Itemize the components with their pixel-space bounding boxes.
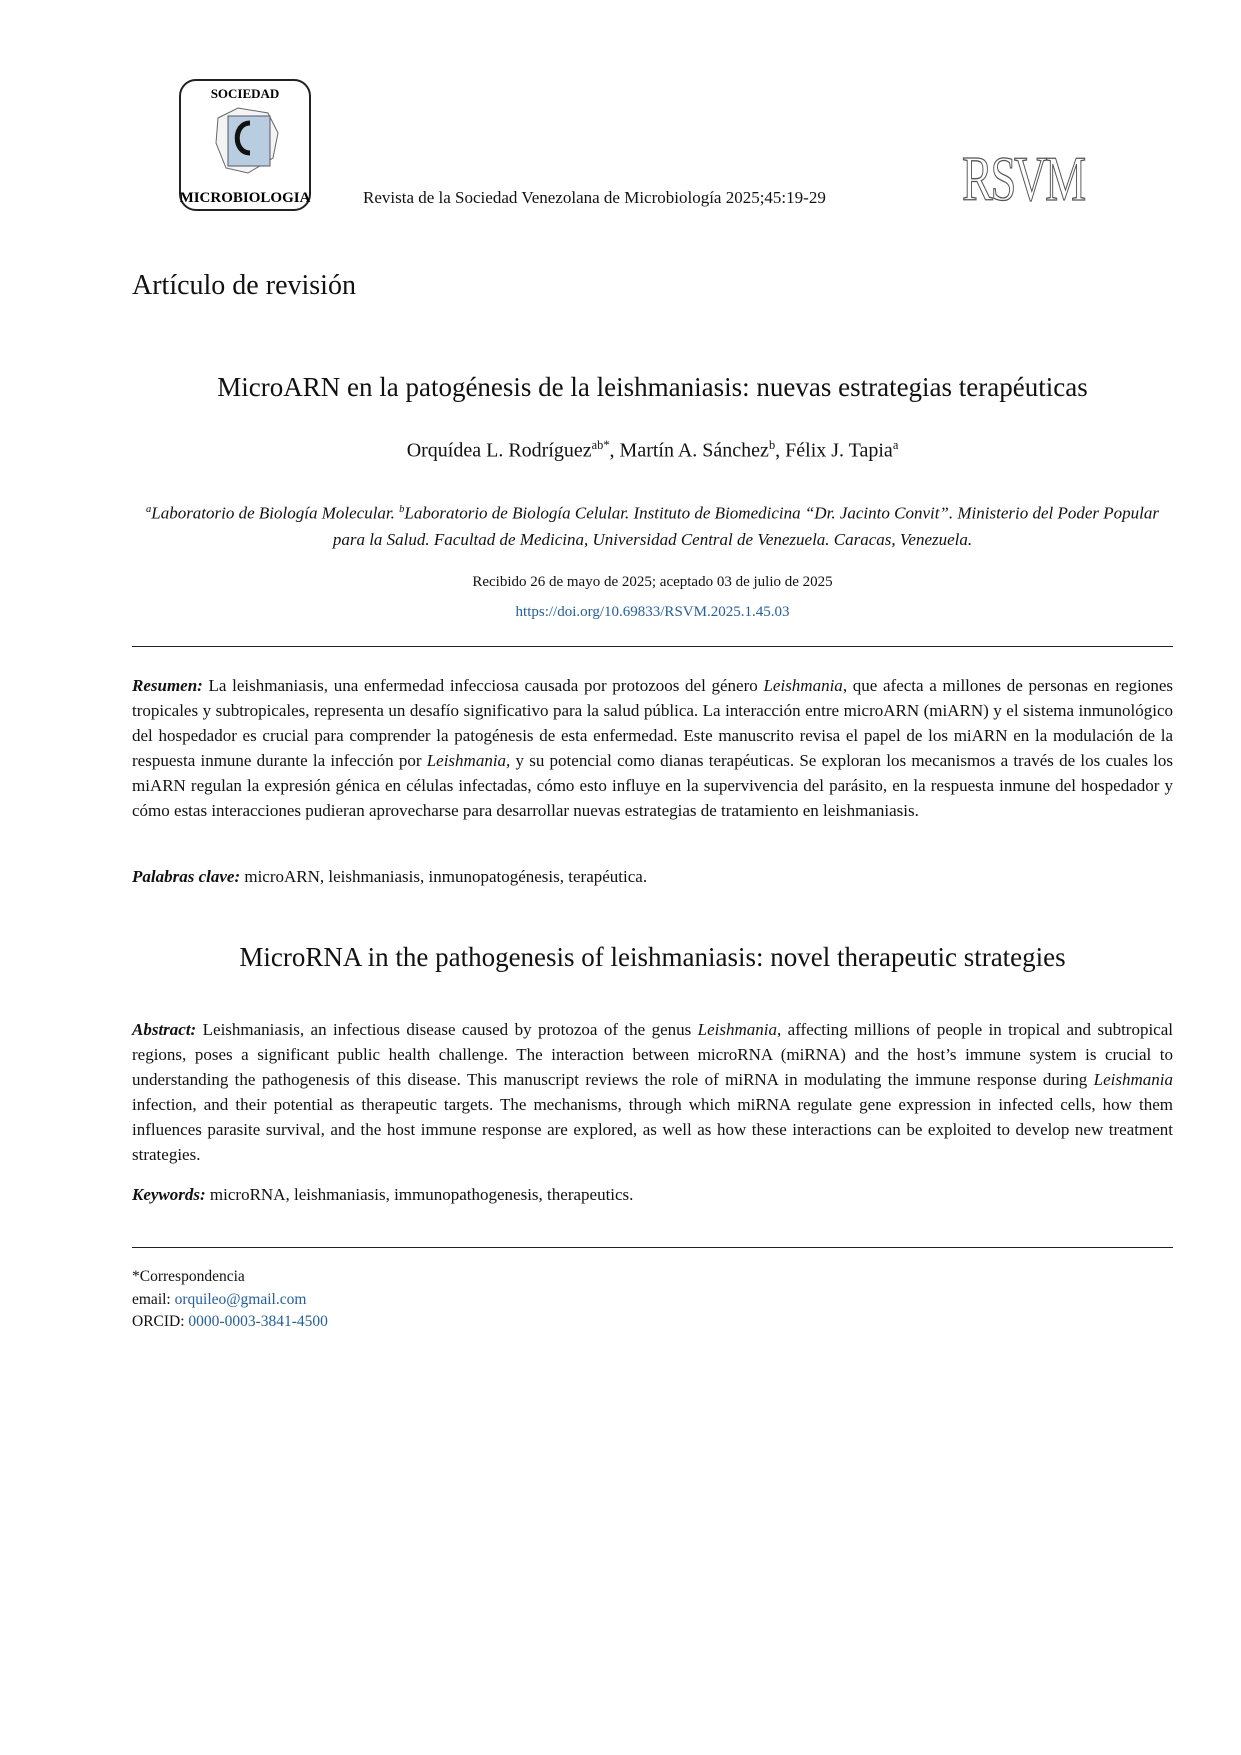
- affil-sup: b: [399, 504, 405, 515]
- keywords-label: Palabras clave:: [132, 867, 241, 886]
- text: y su potencial como dianas terapéuticas. Se exploran los mecanismos a través de los cuales los miARN regulan la expresión génica en células infectadas, cómo esto influye en la supervivencia del parásito, en la respuesta inmune del hospedador y cómo estas interacciones pudieran aprovecharse para desarrollar nuevas estrategias de tratamiento en leishmaniasis.: [132, 751, 1173, 820]
- journal-citation: Revista de la Sociedad Venezolana de Microbiología 2025;45:19-29: [363, 188, 826, 207]
- author: Martín A. Sánchez: [619, 439, 769, 462]
- resumen-label: Resumen:: [132, 676, 203, 695]
- author-sup: ab*: [591, 438, 610, 452]
- divider: [132, 1247, 1173, 1248]
- email-label: email:: [132, 1290, 175, 1308]
- author: Orquídea L. Rodríguez: [406, 439, 592, 462]
- svg-text:MICROBIOLOGIA: MICROBIOLOGIA: [179, 190, 311, 206]
- affil-a: Laboratorio de Biología Molecular.: [151, 503, 400, 523]
- text: Leishmania: [763, 676, 843, 695]
- author-sup: b: [768, 438, 776, 452]
- correspondence-label: *Correspondencia: [132, 1268, 245, 1285]
- text: Leishmania,: [426, 751, 511, 770]
- text: , affecting millions of people in tropical and subtropical regions, poses a significant public health challenge. The interaction between microRNA (miRNA) and the host’s immune system is crucial to understanding the pathogenesis of this disease. This manuscript reviews the role of miRNA in modulating the immune response during: [132, 1020, 1173, 1089]
- keywords-label: Keywords:: [132, 1185, 206, 1204]
- text: Leishmaniasis, an infectious disease caused by protozoa of the genus: [196, 1020, 698, 1039]
- journal-logo: [178, 78, 312, 212]
- doi-link[interactable]: https://doi.org/10.69833/RSVM.2025.1.45.03: [515, 604, 790, 620]
- resumen: [132, 673, 1173, 823]
- title-spanish: MicroARN en la patogénesis de la leishmaniasis: nuevas estrategias terapéuticas: [217, 372, 1088, 402]
- author: Félix J. Tapia: [785, 439, 893, 462]
- orcid-line: [132, 1311, 328, 1334]
- text: Leishmania: [1093, 1070, 1173, 1089]
- affiliations: [140, 497, 1165, 553]
- divider: [132, 646, 1173, 647]
- text: infection, and their potential as therapeutic targets. The mechanisms, through which miRNA regulate gene expression in infected cells, how them influences parasite survival, and the host immune response are explored, as well as how these interactions can be exploited to develop new treatment strategies.: [132, 1095, 1173, 1164]
- affil-sup: a: [145, 504, 152, 515]
- text: Leishmania: [697, 1020, 777, 1039]
- affil-b: Laboratorio de Biología Celular. Instituto de Biomedicina “Dr. Jacinto Convit”. Ministerio del Poder Popular para la Salud. Facultad de Medicina, Universidad Central de Venezuela. Caracas, Venezuela.: [332, 503, 1160, 549]
- author-sup: a: [892, 438, 899, 452]
- palabras-clave: [132, 867, 647, 887]
- text: microRNA, leishmaniasis, immunopathogenesis, therapeutics.: [205, 1185, 634, 1204]
- abstract-label: Abstract:: [132, 1020, 197, 1039]
- text: microARN, leishmaniasis, inmunopatogénesis, terapéutica.: [240, 867, 648, 886]
- title-english: MicroRNA in the pathogenesis of leishmaniasis: novel therapeutic strategies: [239, 942, 1066, 972]
- journal-abbrev-logo: RSVM: [962, 143, 1084, 214]
- doi-link-wrap: [132, 604, 1173, 621]
- correspondence: [132, 1266, 328, 1334]
- email-link[interactable]: orquileo@gmail.com: [174, 1290, 307, 1308]
- email-line: [132, 1289, 328, 1312]
- keywords: [132, 1185, 633, 1205]
- received-accepted-dates: Recibido 26 de mayo de 2025; aceptado 03 de julio de 2025: [472, 574, 833, 590]
- abstract: [132, 1017, 1173, 1167]
- text: La leishmaniasis, una enfermedad infecciosa causada por protozoos del género: [202, 676, 764, 695]
- orcid-link[interactable]: 0000-0003-3841-4500: [188, 1313, 328, 1330]
- article-type: Artículo de revisión: [132, 270, 356, 301]
- text: , que afecta a millones de personas en regiones tropicales y subtropicales, representa un desafío significativo para la salud pública. La interacción entre microARN (miARN) y el sistema inmunológico del hospedador es crucial para comprender la patogénesis de esta enfermedad. Este manuscrito revisa el papel de los miARN en la modulación de la respuesta inmune durante la infección por: [132, 676, 1173, 770]
- orcid-label: ORCID:: [132, 1313, 189, 1330]
- authors: Orquídea L. Rodríguez$^{ab*}$, Martín A. Sánchez$^b$, Félix J. Tapia$^a$: [406, 438, 899, 462]
- svg-text:SOCIEDAD: SOCIEDAD: [210, 86, 280, 101]
